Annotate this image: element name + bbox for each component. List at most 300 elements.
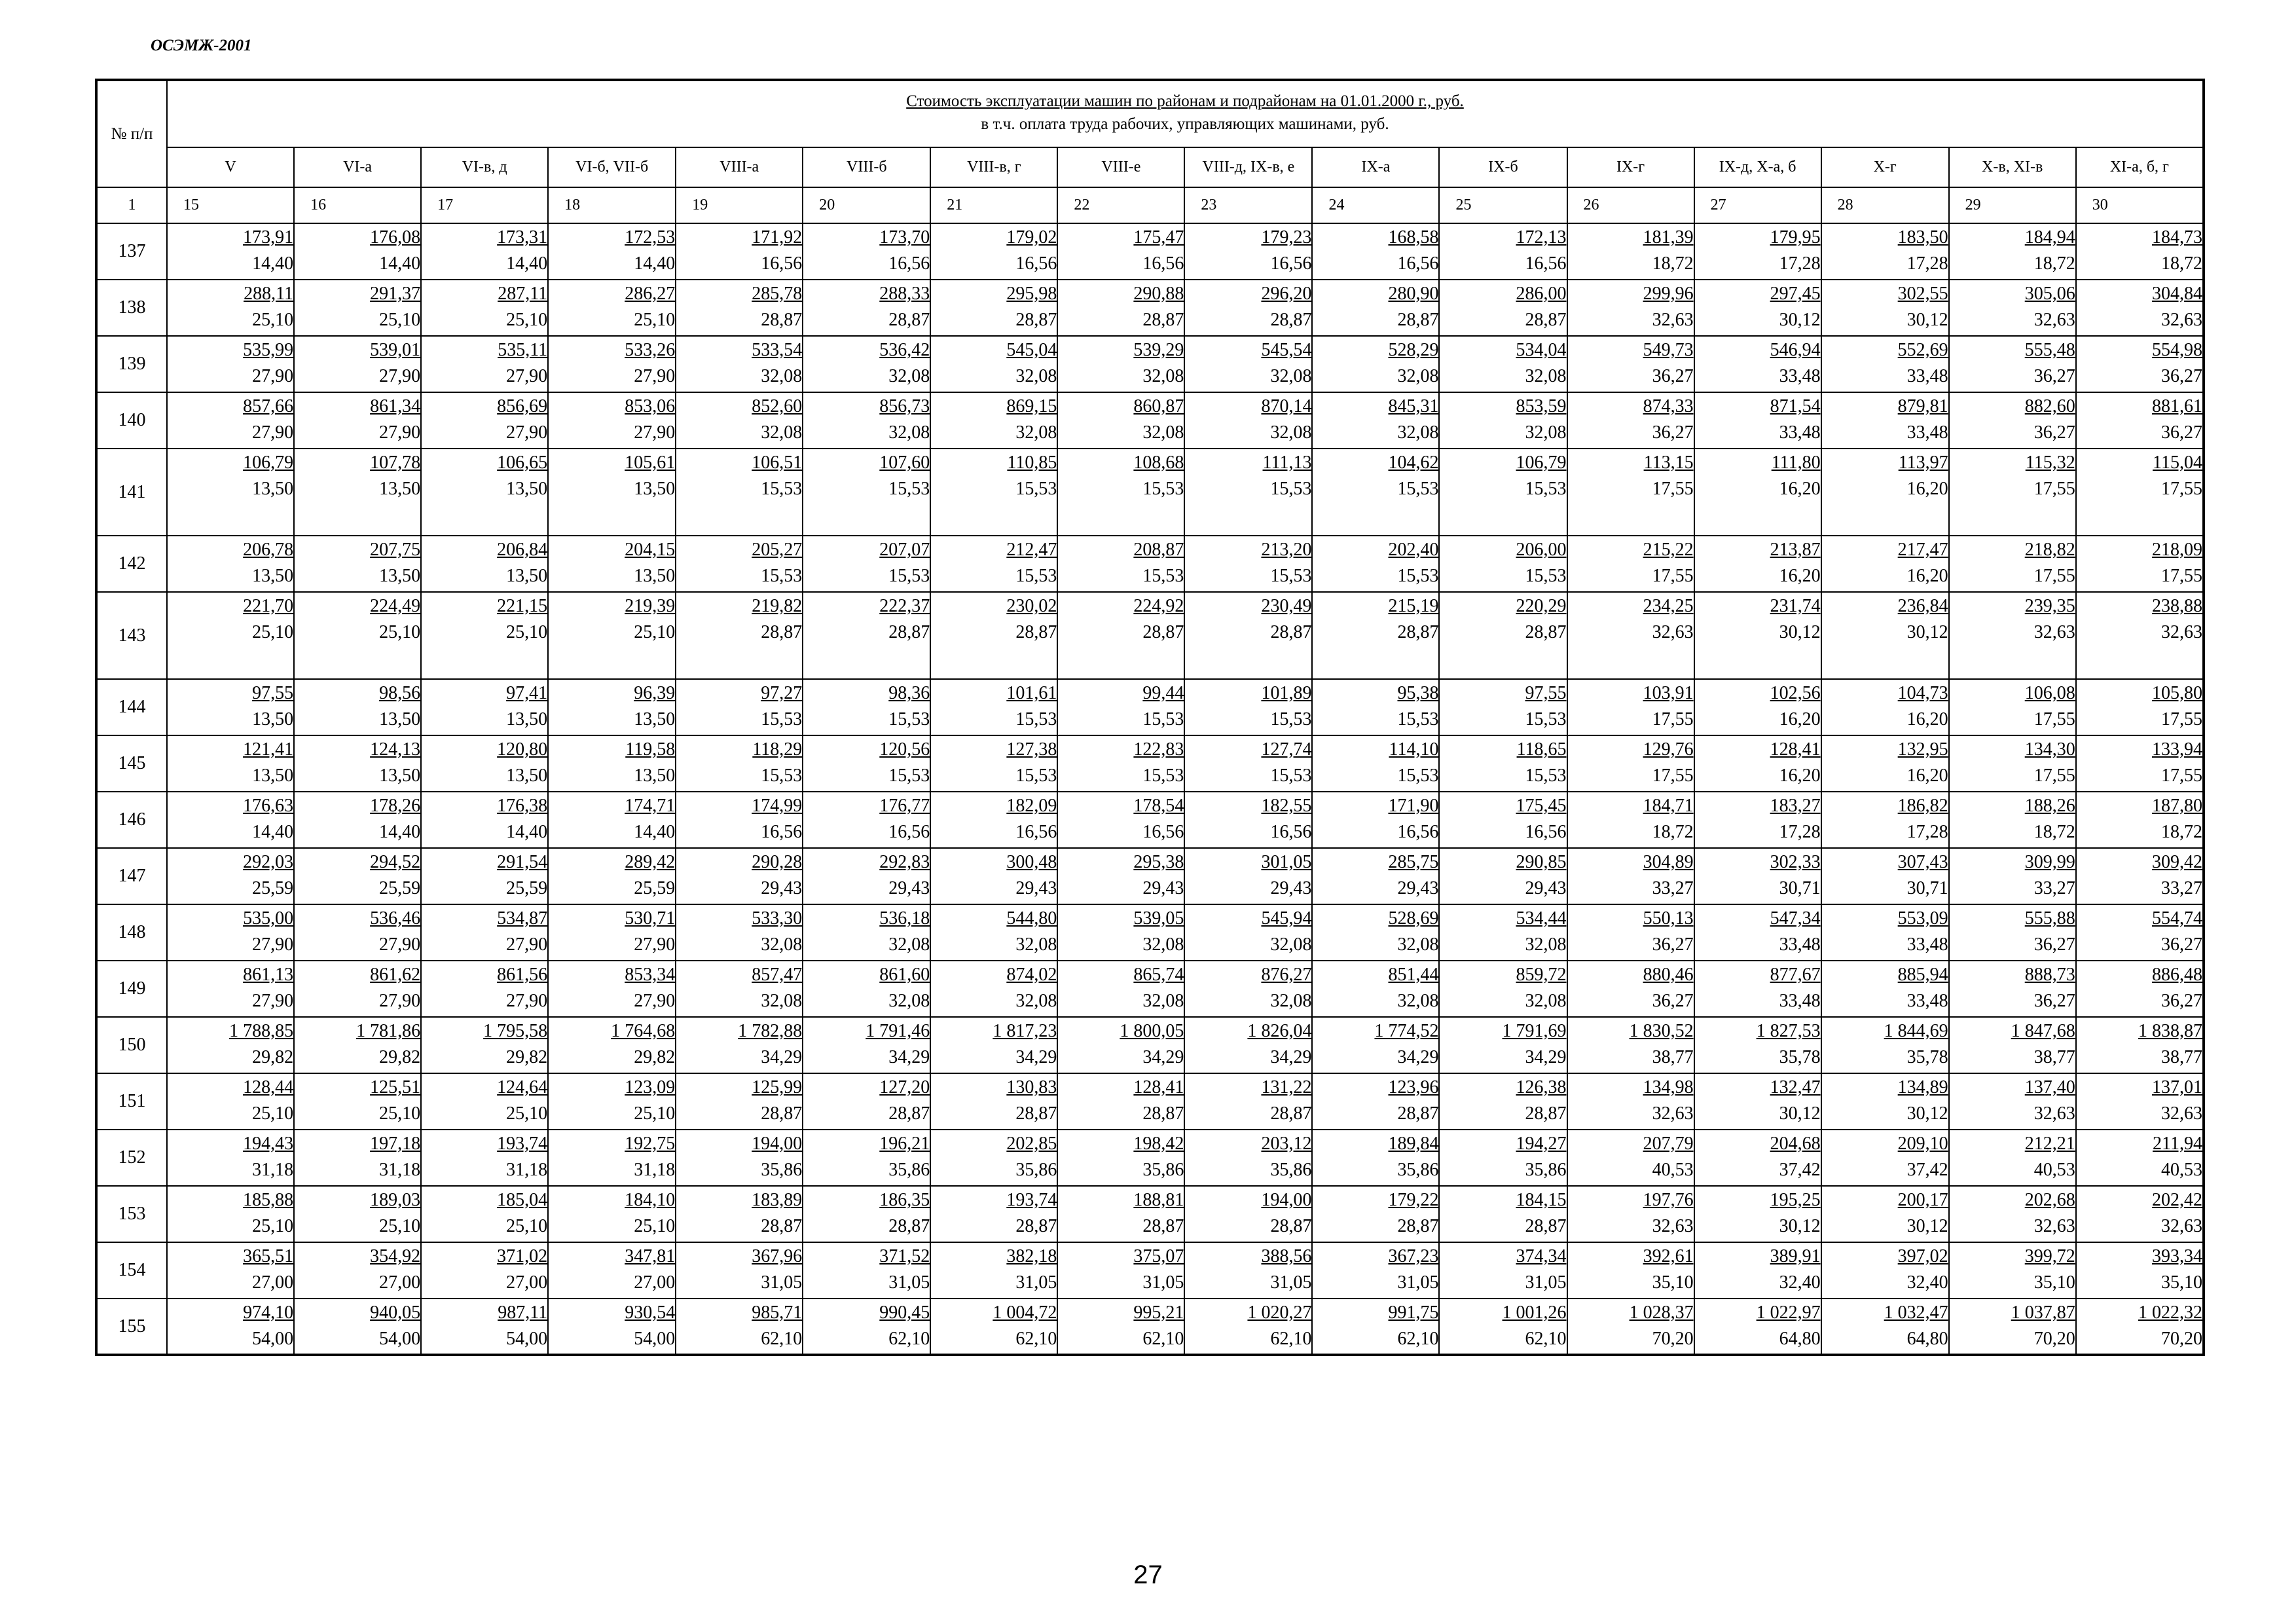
operating-cost-value: 290,28 bbox=[752, 852, 803, 872]
value-cell bbox=[1184, 336, 1312, 392]
operating-cost-value: 399,72 bbox=[2024, 1246, 2075, 1266]
value-cell bbox=[1949, 848, 2076, 904]
operating-cost-value: 1 800,05 bbox=[1120, 1021, 1184, 1041]
labor-cost-value: 18,72 bbox=[2161, 253, 2202, 274]
labor-cost-value: 35,10 bbox=[2033, 1272, 2075, 1293]
labor-cost-value: 30,71 bbox=[1906, 878, 1948, 898]
labor-cost-value: 15,53 bbox=[1142, 479, 1184, 499]
value-cell bbox=[803, 904, 930, 961]
operating-cost-value: 108,68 bbox=[1133, 452, 1184, 473]
operating-cost-value: 118,65 bbox=[1516, 739, 1567, 760]
labor-cost-value: 27,00 bbox=[379, 1272, 421, 1293]
labor-cost-value: 15,53 bbox=[1397, 709, 1439, 729]
operating-cost-value: 211,94 bbox=[2153, 1134, 2202, 1154]
labor-cost-value: 29,43 bbox=[1525, 878, 1567, 898]
operating-cost-value: 114,10 bbox=[1389, 739, 1439, 760]
labor-cost-value: 15,53 bbox=[1015, 479, 1057, 499]
labor-cost-value: 32,08 bbox=[761, 422, 803, 443]
labor-cost-value: 32,08 bbox=[1270, 991, 1312, 1011]
labor-cost-value: 28,87 bbox=[1015, 622, 1057, 642]
labor-cost-value: 28,87 bbox=[1270, 310, 1312, 330]
table-row bbox=[96, 904, 2204, 961]
value-cell bbox=[421, 679, 548, 735]
operating-cost-value: 173,70 bbox=[879, 227, 930, 248]
labor-cost-value: 28,87 bbox=[1142, 1216, 1184, 1236]
value-cell bbox=[1949, 449, 2076, 536]
row-number: 150 bbox=[96, 1017, 167, 1073]
region-header: VIII-д, IX-в, е bbox=[1184, 147, 1312, 187]
labor-cost-value: 17,28 bbox=[1779, 822, 1821, 842]
labor-cost-value: 40,53 bbox=[2161, 1160, 2202, 1180]
table-row bbox=[96, 1017, 2204, 1073]
labor-cost-value: 13,50 bbox=[252, 566, 294, 586]
value-cell bbox=[1694, 961, 1821, 1017]
labor-cost-value: 25,10 bbox=[506, 1103, 548, 1124]
operating-cost-value: 367,23 bbox=[1388, 1246, 1439, 1266]
value-cell bbox=[1821, 1130, 1949, 1186]
labor-cost-value: 36,27 bbox=[2033, 934, 2075, 955]
value-cell bbox=[1439, 592, 1567, 679]
row-number: 152 bbox=[96, 1130, 167, 1186]
operating-cost-value: 876,27 bbox=[1261, 965, 1312, 985]
value-cell bbox=[1439, 1073, 1567, 1130]
labor-cost-value: 36,27 bbox=[2033, 366, 2075, 386]
operating-cost-value: 188,26 bbox=[2024, 796, 2075, 816]
operating-cost-value: 539,01 bbox=[370, 340, 421, 360]
labor-cost-value: 28,87 bbox=[1270, 622, 1312, 642]
value-cell bbox=[930, 1130, 1057, 1186]
labor-cost-value: 28,87 bbox=[1142, 622, 1184, 642]
value-cell bbox=[1694, 280, 1821, 336]
labor-cost-value: 16,56 bbox=[888, 822, 930, 842]
column-number: 1 bbox=[96, 187, 167, 223]
operating-cost-value: 371,02 bbox=[497, 1246, 548, 1266]
operating-cost-value: 174,71 bbox=[625, 796, 676, 816]
labor-cost-value: 16,56 bbox=[761, 253, 803, 274]
value-cell bbox=[1949, 223, 2076, 280]
labor-cost-value: 36,27 bbox=[2161, 422, 2202, 443]
value-cell bbox=[803, 280, 930, 336]
labor-cost-value: 32,08 bbox=[1525, 366, 1567, 386]
value-cell bbox=[167, 280, 294, 336]
operating-cost-value: 301,05 bbox=[1261, 852, 1312, 872]
operating-cost-value: 533,30 bbox=[752, 908, 803, 929]
operating-cost-value: 347,81 bbox=[625, 1246, 676, 1266]
operating-cost-value: 123,96 bbox=[1388, 1077, 1439, 1098]
labor-cost-value: 27,90 bbox=[252, 366, 294, 386]
operating-cost-value: 302,55 bbox=[1897, 284, 1948, 304]
labor-cost-value: 33,27 bbox=[2033, 878, 2075, 898]
labor-cost-value: 15,53 bbox=[1142, 709, 1184, 729]
row-number-header: № п/п bbox=[96, 80, 167, 187]
labor-cost-value: 38,77 bbox=[1652, 1047, 1694, 1067]
value-cell bbox=[294, 336, 421, 392]
labor-cost-value: 17,55 bbox=[2161, 479, 2202, 499]
value-cell bbox=[676, 592, 803, 679]
operating-cost-value: 113,15 bbox=[1643, 452, 1694, 473]
labor-cost-value: 13,50 bbox=[506, 566, 548, 586]
labor-cost-value: 18,72 bbox=[2161, 822, 2202, 842]
row-number: 142 bbox=[96, 536, 167, 592]
operating-cost-value: 221,15 bbox=[497, 596, 548, 616]
labor-cost-value: 32,63 bbox=[2033, 310, 2075, 330]
operating-cost-value: 212,21 bbox=[2024, 1134, 2075, 1154]
value-cell bbox=[1312, 679, 1439, 735]
labor-cost-value: 16,56 bbox=[1270, 822, 1312, 842]
value-cell bbox=[1694, 848, 1821, 904]
labor-cost-value: 15,53 bbox=[1525, 766, 1567, 786]
value-cell bbox=[2076, 848, 2204, 904]
operating-cost-value: 127,74 bbox=[1261, 739, 1312, 760]
value-cell bbox=[803, 449, 930, 536]
value-cell bbox=[294, 592, 421, 679]
operating-cost-value: 290,85 bbox=[1516, 852, 1567, 872]
table-row bbox=[96, 1073, 2204, 1130]
value-cell bbox=[930, 392, 1057, 449]
labor-cost-value: 32,08 bbox=[888, 366, 930, 386]
operating-cost-value: 371,52 bbox=[879, 1246, 930, 1266]
operating-cost-value: 115,32 bbox=[2025, 452, 2075, 473]
labor-cost-value: 30,12 bbox=[1906, 1216, 1948, 1236]
value-cell bbox=[167, 336, 294, 392]
value-cell bbox=[1184, 392, 1312, 449]
labor-cost-value: 25,59 bbox=[634, 878, 676, 898]
operating-cost-value: 119,58 bbox=[625, 739, 676, 760]
value-cell bbox=[1057, 392, 1184, 449]
operating-cost-value: 231,74 bbox=[1770, 596, 1821, 616]
value-cell bbox=[1312, 904, 1439, 961]
labor-cost-value: 13,50 bbox=[634, 566, 676, 586]
operating-cost-value: 534,87 bbox=[497, 908, 548, 929]
labor-cost-value: 25,10 bbox=[634, 622, 676, 642]
labor-cost-value: 13,50 bbox=[506, 709, 548, 729]
operating-cost-value: 97,27 bbox=[761, 683, 803, 703]
labor-cost-value: 15,53 bbox=[1397, 766, 1439, 786]
operating-cost-value: 545,04 bbox=[1006, 340, 1057, 360]
labor-cost-value: 33,48 bbox=[1779, 934, 1821, 955]
value-cell bbox=[2076, 1242, 2204, 1299]
operating-cost-value: 874,33 bbox=[1643, 396, 1694, 416]
labor-cost-value: 31,05 bbox=[1525, 1272, 1567, 1293]
value-cell bbox=[1821, 904, 1949, 961]
labor-cost-value: 27,90 bbox=[634, 422, 676, 443]
labor-cost-value: 29,43 bbox=[1270, 878, 1312, 898]
labor-cost-value: 32,08 bbox=[1270, 366, 1312, 386]
value-cell bbox=[676, 392, 803, 449]
operating-cost-value: 547,34 bbox=[1770, 908, 1821, 929]
operating-cost-value: 853,06 bbox=[625, 396, 676, 416]
operating-cost-value: 207,79 bbox=[1643, 1134, 1694, 1154]
labor-cost-value: 30,12 bbox=[1906, 1103, 1948, 1124]
labor-cost-value: 32,40 bbox=[1779, 1272, 1821, 1293]
operating-cost-value: 295,38 bbox=[1133, 852, 1184, 872]
labor-cost-value: 36,27 bbox=[1652, 422, 1694, 443]
labor-cost-value: 28,87 bbox=[761, 310, 803, 330]
value-cell bbox=[167, 1242, 294, 1299]
table-row bbox=[96, 1130, 2204, 1186]
value-cell bbox=[1184, 1242, 1312, 1299]
operating-cost-value: 535,00 bbox=[243, 908, 294, 929]
column-number: 25 bbox=[1439, 187, 1567, 223]
labor-cost-value: 31,18 bbox=[252, 1160, 294, 1180]
labor-cost-value: 13,50 bbox=[379, 479, 421, 499]
value-cell bbox=[1821, 336, 1949, 392]
value-cell bbox=[1694, 1073, 1821, 1130]
value-cell bbox=[1439, 392, 1567, 449]
operating-cost-value: 291,54 bbox=[497, 852, 548, 872]
labor-cost-value: 16,20 bbox=[1906, 709, 1948, 729]
labor-cost-value: 30,12 bbox=[1779, 622, 1821, 642]
labor-cost-value: 62,10 bbox=[1142, 1329, 1184, 1349]
operating-cost-value: 285,78 bbox=[752, 284, 803, 304]
operating-cost-value: 202,42 bbox=[2152, 1190, 2202, 1210]
operating-cost-value: 1 764,68 bbox=[611, 1021, 676, 1041]
labor-cost-value: 30,12 bbox=[1779, 310, 1821, 330]
operating-cost-value: 550,13 bbox=[1643, 908, 1694, 929]
labor-cost-value: 28,87 bbox=[1397, 1103, 1439, 1124]
labor-cost-value: 33,48 bbox=[1906, 934, 1948, 955]
operating-cost-value: 856,73 bbox=[879, 396, 930, 416]
labor-cost-value: 25,10 bbox=[379, 1103, 421, 1124]
labor-cost-value: 17,55 bbox=[1652, 709, 1694, 729]
operating-cost-value: 104,62 bbox=[1388, 452, 1439, 473]
row-number: 154 bbox=[96, 1242, 167, 1299]
operating-cost-value: 1 781,86 bbox=[356, 1021, 421, 1041]
row-number: 139 bbox=[96, 336, 167, 392]
labor-cost-value: 15,53 bbox=[1015, 566, 1057, 586]
table-row bbox=[96, 1186, 2204, 1242]
operating-cost-value: 861,62 bbox=[370, 965, 421, 985]
value-cell bbox=[930, 449, 1057, 536]
labor-cost-value: 62,10 bbox=[1015, 1329, 1057, 1349]
operating-cost-value: 528,29 bbox=[1388, 340, 1439, 360]
labor-cost-value: 27,90 bbox=[634, 934, 676, 955]
region-header: VIII-е bbox=[1057, 147, 1184, 187]
operating-cost-value: 176,63 bbox=[243, 796, 294, 816]
labor-cost-value: 28,87 bbox=[1142, 1103, 1184, 1124]
value-cell bbox=[930, 536, 1057, 592]
value-cell bbox=[1184, 1073, 1312, 1130]
labor-cost-value: 31,18 bbox=[506, 1160, 548, 1180]
value-cell bbox=[1567, 449, 1694, 536]
labor-cost-value: 28,87 bbox=[888, 1216, 930, 1236]
labor-cost-value: 38,77 bbox=[2033, 1047, 2075, 1067]
value-cell bbox=[1567, 536, 1694, 592]
labor-cost-value: 25,10 bbox=[506, 310, 548, 330]
operating-cost-value: 186,35 bbox=[879, 1190, 930, 1210]
value-cell bbox=[676, 280, 803, 336]
machine-cost-table bbox=[95, 79, 2205, 1356]
value-cell bbox=[1694, 1130, 1821, 1186]
operating-cost-value: 137,01 bbox=[2152, 1077, 2202, 1098]
operating-cost-value: 102,56 bbox=[1770, 683, 1821, 703]
value-cell bbox=[676, 735, 803, 792]
value-cell bbox=[1949, 1130, 2076, 1186]
operating-cost-value: 129,76 bbox=[1643, 739, 1694, 760]
operating-cost-value: 545,54 bbox=[1261, 340, 1312, 360]
operating-cost-value: 286,00 bbox=[1516, 284, 1567, 304]
value-cell bbox=[1057, 280, 1184, 336]
value-cell bbox=[548, 735, 676, 792]
labor-cost-value: 28,87 bbox=[761, 1103, 803, 1124]
value-cell bbox=[548, 1130, 676, 1186]
labor-cost-value: 32,63 bbox=[2161, 310, 2202, 330]
value-cell bbox=[421, 392, 548, 449]
value-cell bbox=[1949, 1017, 2076, 1073]
operating-cost-value: 861,13 bbox=[243, 965, 294, 985]
labor-cost-value: 33,48 bbox=[1906, 991, 1948, 1011]
region-header: IX-д, X-а, б bbox=[1694, 147, 1821, 187]
labor-cost-value: 15,53 bbox=[1142, 766, 1184, 786]
labor-cost-value: 14,40 bbox=[506, 822, 548, 842]
labor-cost-value: 29,43 bbox=[1397, 878, 1439, 898]
value-cell bbox=[1439, 280, 1567, 336]
operating-cost-value: 134,98 bbox=[1643, 1077, 1694, 1098]
labor-cost-value: 33,48 bbox=[1779, 422, 1821, 443]
labor-cost-value: 25,59 bbox=[506, 878, 548, 898]
labor-cost-value: 27,90 bbox=[506, 991, 548, 1011]
operating-cost-value: 536,42 bbox=[879, 340, 930, 360]
value-cell bbox=[1567, 1073, 1694, 1130]
labor-cost-value: 32,08 bbox=[888, 934, 930, 955]
value-cell bbox=[167, 904, 294, 961]
operating-cost-value: 304,89 bbox=[1643, 852, 1694, 872]
labor-cost-value: 15,53 bbox=[1270, 566, 1312, 586]
operating-cost-value: 173,31 bbox=[497, 227, 548, 248]
region-header: IX-а bbox=[1312, 147, 1439, 187]
value-cell bbox=[294, 1186, 421, 1242]
operating-cost-value: 861,60 bbox=[879, 965, 930, 985]
value-cell bbox=[1949, 536, 2076, 592]
operating-cost-value: 179,02 bbox=[1006, 227, 1057, 248]
row-number: 140 bbox=[96, 392, 167, 449]
row-number: 137 bbox=[96, 223, 167, 280]
operating-cost-value: 1 032,47 bbox=[1884, 1302, 1948, 1323]
value-cell bbox=[294, 679, 421, 735]
value-cell bbox=[1439, 336, 1567, 392]
value-cell bbox=[803, 1017, 930, 1073]
labor-cost-value: 16,56 bbox=[1397, 253, 1439, 274]
value-cell bbox=[676, 1073, 803, 1130]
operating-cost-value: 877,67 bbox=[1770, 965, 1821, 985]
operating-cost-value: 533,54 bbox=[752, 340, 803, 360]
operating-cost-value: 302,33 bbox=[1770, 852, 1821, 872]
operating-cost-value: 234,25 bbox=[1643, 596, 1694, 616]
value-cell bbox=[2076, 1130, 2204, 1186]
operating-cost-value: 294,52 bbox=[370, 852, 421, 872]
value-cell bbox=[548, 1073, 676, 1130]
labor-cost-value: 29,82 bbox=[252, 1047, 294, 1067]
value-cell bbox=[421, 1186, 548, 1242]
operating-cost-value: 534,04 bbox=[1516, 340, 1567, 360]
operating-cost-value: 397,02 bbox=[1897, 1246, 1948, 1266]
value-cell bbox=[1057, 1017, 1184, 1073]
operating-cost-value: 111,80 bbox=[1771, 452, 1821, 473]
value-cell bbox=[1057, 336, 1184, 392]
operating-cost-value: 545,94 bbox=[1261, 908, 1312, 929]
labor-cost-value: 35,10 bbox=[1652, 1272, 1694, 1293]
value-cell bbox=[930, 1017, 1057, 1073]
operating-cost-value: 853,34 bbox=[625, 965, 676, 985]
operating-cost-value: 1 022,97 bbox=[1756, 1302, 1821, 1323]
value-cell bbox=[421, 536, 548, 592]
labor-cost-value: 30,12 bbox=[1906, 622, 1948, 642]
region-header-row bbox=[96, 147, 2204, 187]
labor-cost-value: 18,72 bbox=[2033, 822, 2075, 842]
value-cell bbox=[548, 280, 676, 336]
operating-cost-value: 1 004,72 bbox=[993, 1302, 1057, 1323]
operating-cost-value: 194,43 bbox=[243, 1134, 294, 1154]
value-cell bbox=[1949, 592, 2076, 679]
operating-cost-value: 888,73 bbox=[2024, 965, 2075, 985]
value-cell bbox=[167, 223, 294, 280]
operating-cost-value: 886,48 bbox=[2152, 965, 2202, 985]
column-number: 29 bbox=[1949, 187, 2076, 223]
operating-cost-value: 207,07 bbox=[879, 540, 930, 560]
value-cell bbox=[1694, 1186, 1821, 1242]
value-cell bbox=[294, 223, 421, 280]
operating-cost-value: 297,45 bbox=[1770, 284, 1821, 304]
labor-cost-value: 13,50 bbox=[379, 766, 421, 786]
operating-cost-value: 218,82 bbox=[2024, 540, 2075, 560]
value-cell bbox=[167, 536, 294, 592]
labor-cost-value: 36,27 bbox=[2033, 422, 2075, 443]
operating-cost-value: 974,10 bbox=[243, 1302, 294, 1323]
labor-cost-value: 64,80 bbox=[1906, 1329, 1948, 1349]
value-cell bbox=[2076, 904, 2204, 961]
value-cell bbox=[1312, 792, 1439, 848]
labor-cost-value: 17,55 bbox=[2033, 709, 2075, 729]
value-cell bbox=[1949, 679, 2076, 735]
labor-cost-value: 25,10 bbox=[252, 1216, 294, 1236]
operating-cost-value: 1 037,87 bbox=[2011, 1302, 2075, 1323]
table-row bbox=[96, 336, 2204, 392]
labor-cost-value: 15,53 bbox=[1525, 566, 1567, 586]
operating-cost-value: 192,75 bbox=[625, 1134, 676, 1154]
operating-cost-value: 183,89 bbox=[752, 1190, 803, 1210]
labor-cost-value: 31,05 bbox=[1397, 1272, 1439, 1293]
value-cell bbox=[2076, 792, 2204, 848]
labor-cost-value: 32,63 bbox=[2161, 1103, 2202, 1124]
operating-cost-value: 106,79 bbox=[1516, 452, 1567, 473]
operating-cost-value: 995,21 bbox=[1133, 1302, 1184, 1323]
operating-cost-value: 111,13 bbox=[1262, 452, 1312, 473]
table-row bbox=[96, 392, 2204, 449]
operating-cost-value: 171,92 bbox=[752, 227, 803, 248]
value-cell bbox=[1312, 1073, 1439, 1130]
value-cell bbox=[1821, 223, 1949, 280]
operating-cost-value: 126,38 bbox=[1516, 1077, 1567, 1098]
value-cell bbox=[1949, 280, 2076, 336]
labor-cost-value: 13,50 bbox=[634, 479, 676, 499]
value-cell bbox=[1949, 1073, 2076, 1130]
value-cell bbox=[1567, 1017, 1694, 1073]
value-cell bbox=[1439, 961, 1567, 1017]
operating-cost-value: 535,11 bbox=[498, 340, 548, 360]
labor-cost-value: 28,87 bbox=[1525, 310, 1567, 330]
labor-cost-value: 17,28 bbox=[1906, 822, 1948, 842]
value-cell bbox=[2076, 223, 2204, 280]
operating-cost-value: 132,95 bbox=[1897, 739, 1948, 760]
labor-cost-value: 32,08 bbox=[1270, 422, 1312, 443]
labor-cost-value: 15,53 bbox=[1270, 709, 1312, 729]
operating-cost-value: 168,58 bbox=[1388, 227, 1439, 248]
operating-cost-value: 128,41 bbox=[1770, 739, 1821, 760]
labor-cost-value: 33,48 bbox=[1906, 422, 1948, 443]
value-cell bbox=[294, 1242, 421, 1299]
labor-cost-value: 28,87 bbox=[1270, 1103, 1312, 1124]
operating-cost-value: 393,34 bbox=[2152, 1246, 2202, 1266]
